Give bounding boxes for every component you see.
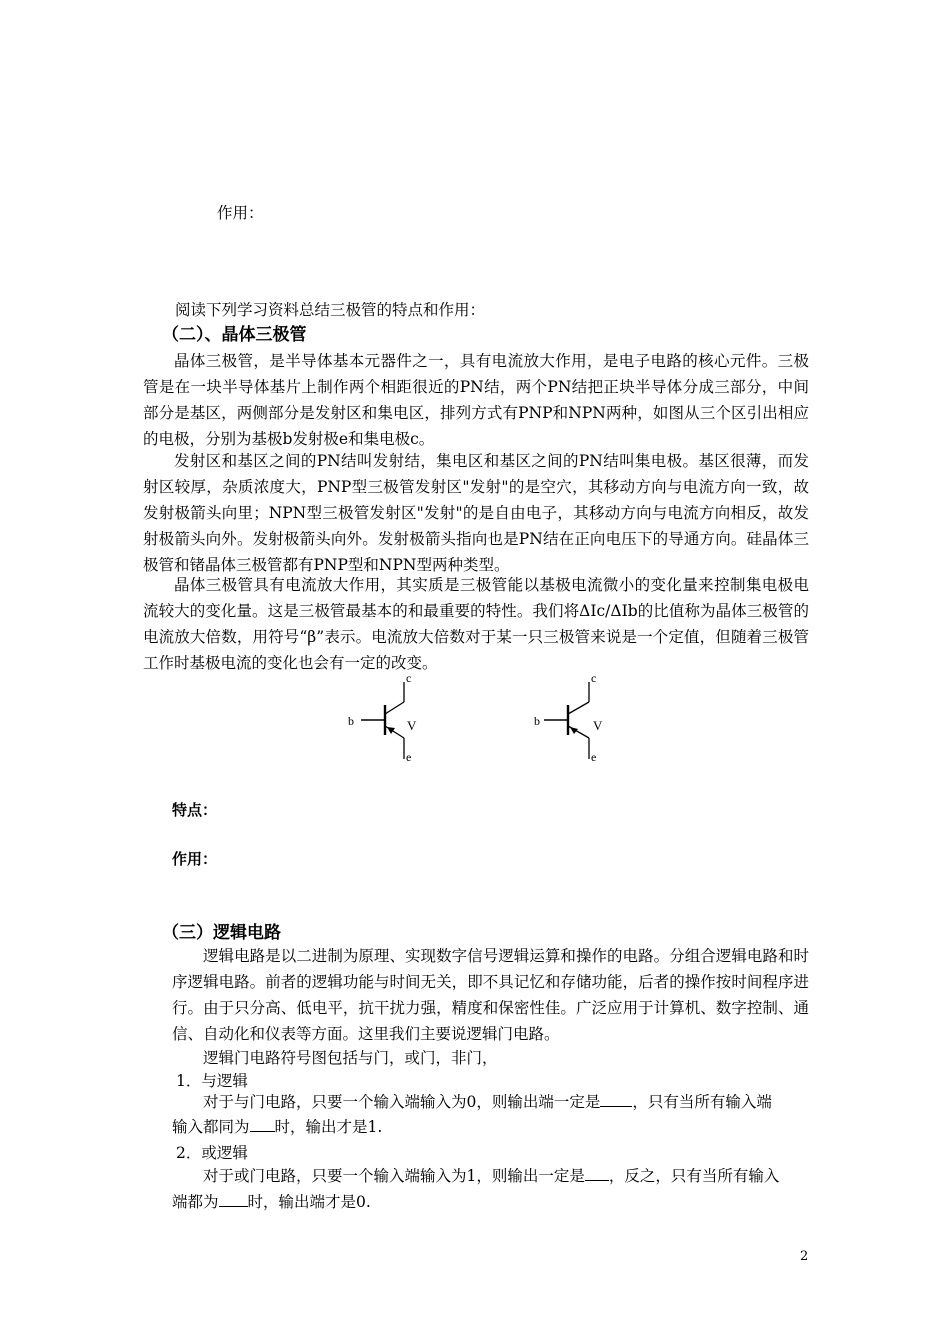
collector-label: c: [406, 671, 412, 685]
emitter-label: e: [591, 750, 597, 764]
answer-blank[interactable]: [219, 1191, 248, 1207]
or-logic-title: 2．或逻辑: [176, 1144, 248, 1162]
transistor-paragraph-2: 发射区和基区之间的PN结叫发射结，集电区和基区之间的PN结叫集电极。基区很薄，而发射区较厚，杂质浓度大，PNP型三极管发射区"发射"的是空穴，其移动方向与电流方向一致，故发射极箭头向里；NPN型三极管发射区"发射"的是自由电子，其移动方向与电流方向相反，故发射极箭头向外。发射极箭头向外。发射极箭头指向也是PN结在正向电压下的导通方向。硅晶体三极管和锗晶体三极管都有PNP型和NPN型两种类型。: [143, 452, 809, 574]
zuoyong-label: 作用：: [172, 850, 218, 868]
zuoyong-label-top: 作用：: [217, 204, 264, 222]
tedian-label: 特点：: [172, 801, 218, 819]
and-logic-line-1: 对于与门电路，只要一个输入端输入为0，则输出端一定是 ，只有当所有输入端: [203, 1093, 772, 1111]
answer-blank[interactable]: [250, 1116, 275, 1132]
or-logic-line-1: 对于或门电路，只要一个输入端输入为1，则输出一定是 ，反之，只有当所有输入: [203, 1167, 780, 1185]
base-label: b: [534, 714, 540, 728]
logic-paragraph: 逻辑电路是以二进制为原理、实现数字信号逻辑运算和操作的电路。分组合逻辑电路和时序逻辑电路。前者的逻辑功能与时间无关，即不具记忆和存储功能，后者的操作按时间程序进行。由于只分高、低电平，抗干扰力强，精度和保密性佳。广泛应用于计算机、数字控制、通信、自动化和仪表等方面。这里我们主要说逻辑门电路。: [172, 947, 809, 1043]
answer-blank[interactable]: [600, 1091, 632, 1107]
emitter-label: e: [406, 750, 412, 764]
section-heading-logic: （三）逻辑电路: [162, 923, 281, 943]
page-number: 2: [800, 1249, 809, 1264]
section-heading-transistor: （二）、晶体三极管: [162, 325, 307, 345]
transistor-paragraph-1: 晶体三极管，是半导体基本元器件之一，具有电流放大作用，是电子电路的核心元件。三极管是在一块半导体基片上制作两个相距很近的PN结，两个PN结把正块半导体分成三部分，中间部分是基区，两侧部分是发射区和集电区，排列方式有PNP和NPN两种，如图从三个区引出相应的电极，分别为基极b发射极e和集电极c。: [143, 352, 809, 448]
v-label: V: [407, 718, 417, 733]
and-logic-title: 1．与逻辑: [176, 1072, 248, 1090]
pnp-transistor-symbol: [340, 668, 440, 768]
base-label: b: [348, 714, 354, 728]
intro-text: 阅读下列学习资料总结三极管的特点和作用：: [175, 301, 486, 319]
collector-label: c: [591, 671, 597, 685]
transistor-paragraph-3: 晶体三极管具有电流放大作用，其实质是三极管能以基极电流微小的变化量来控制集电极电流较大的变化量。这是三极管最基本的和最重要的特性。我们将ΔIc/ΔIb的比值称为晶体三极管的电流放大倍数，用符号“β”表示。电流放大倍数对于某一只三极管来说是一个定值，但随着三极管工作时基极电流的变化也会有一定的改变。: [143, 576, 809, 672]
and-logic-line-2: 输入都同为 时，输出才是1.: [172, 1118, 383, 1136]
logic-symbols-line: 逻辑门电路符号图包括与门，或门，非门，: [203, 1049, 498, 1067]
or-logic-line-2: 端都为 时，输出端才是0.: [172, 1193, 371, 1211]
answer-blank[interactable]: [585, 1165, 609, 1181]
npn-transistor-symbol: [526, 668, 626, 768]
v-label: V: [593, 718, 603, 733]
